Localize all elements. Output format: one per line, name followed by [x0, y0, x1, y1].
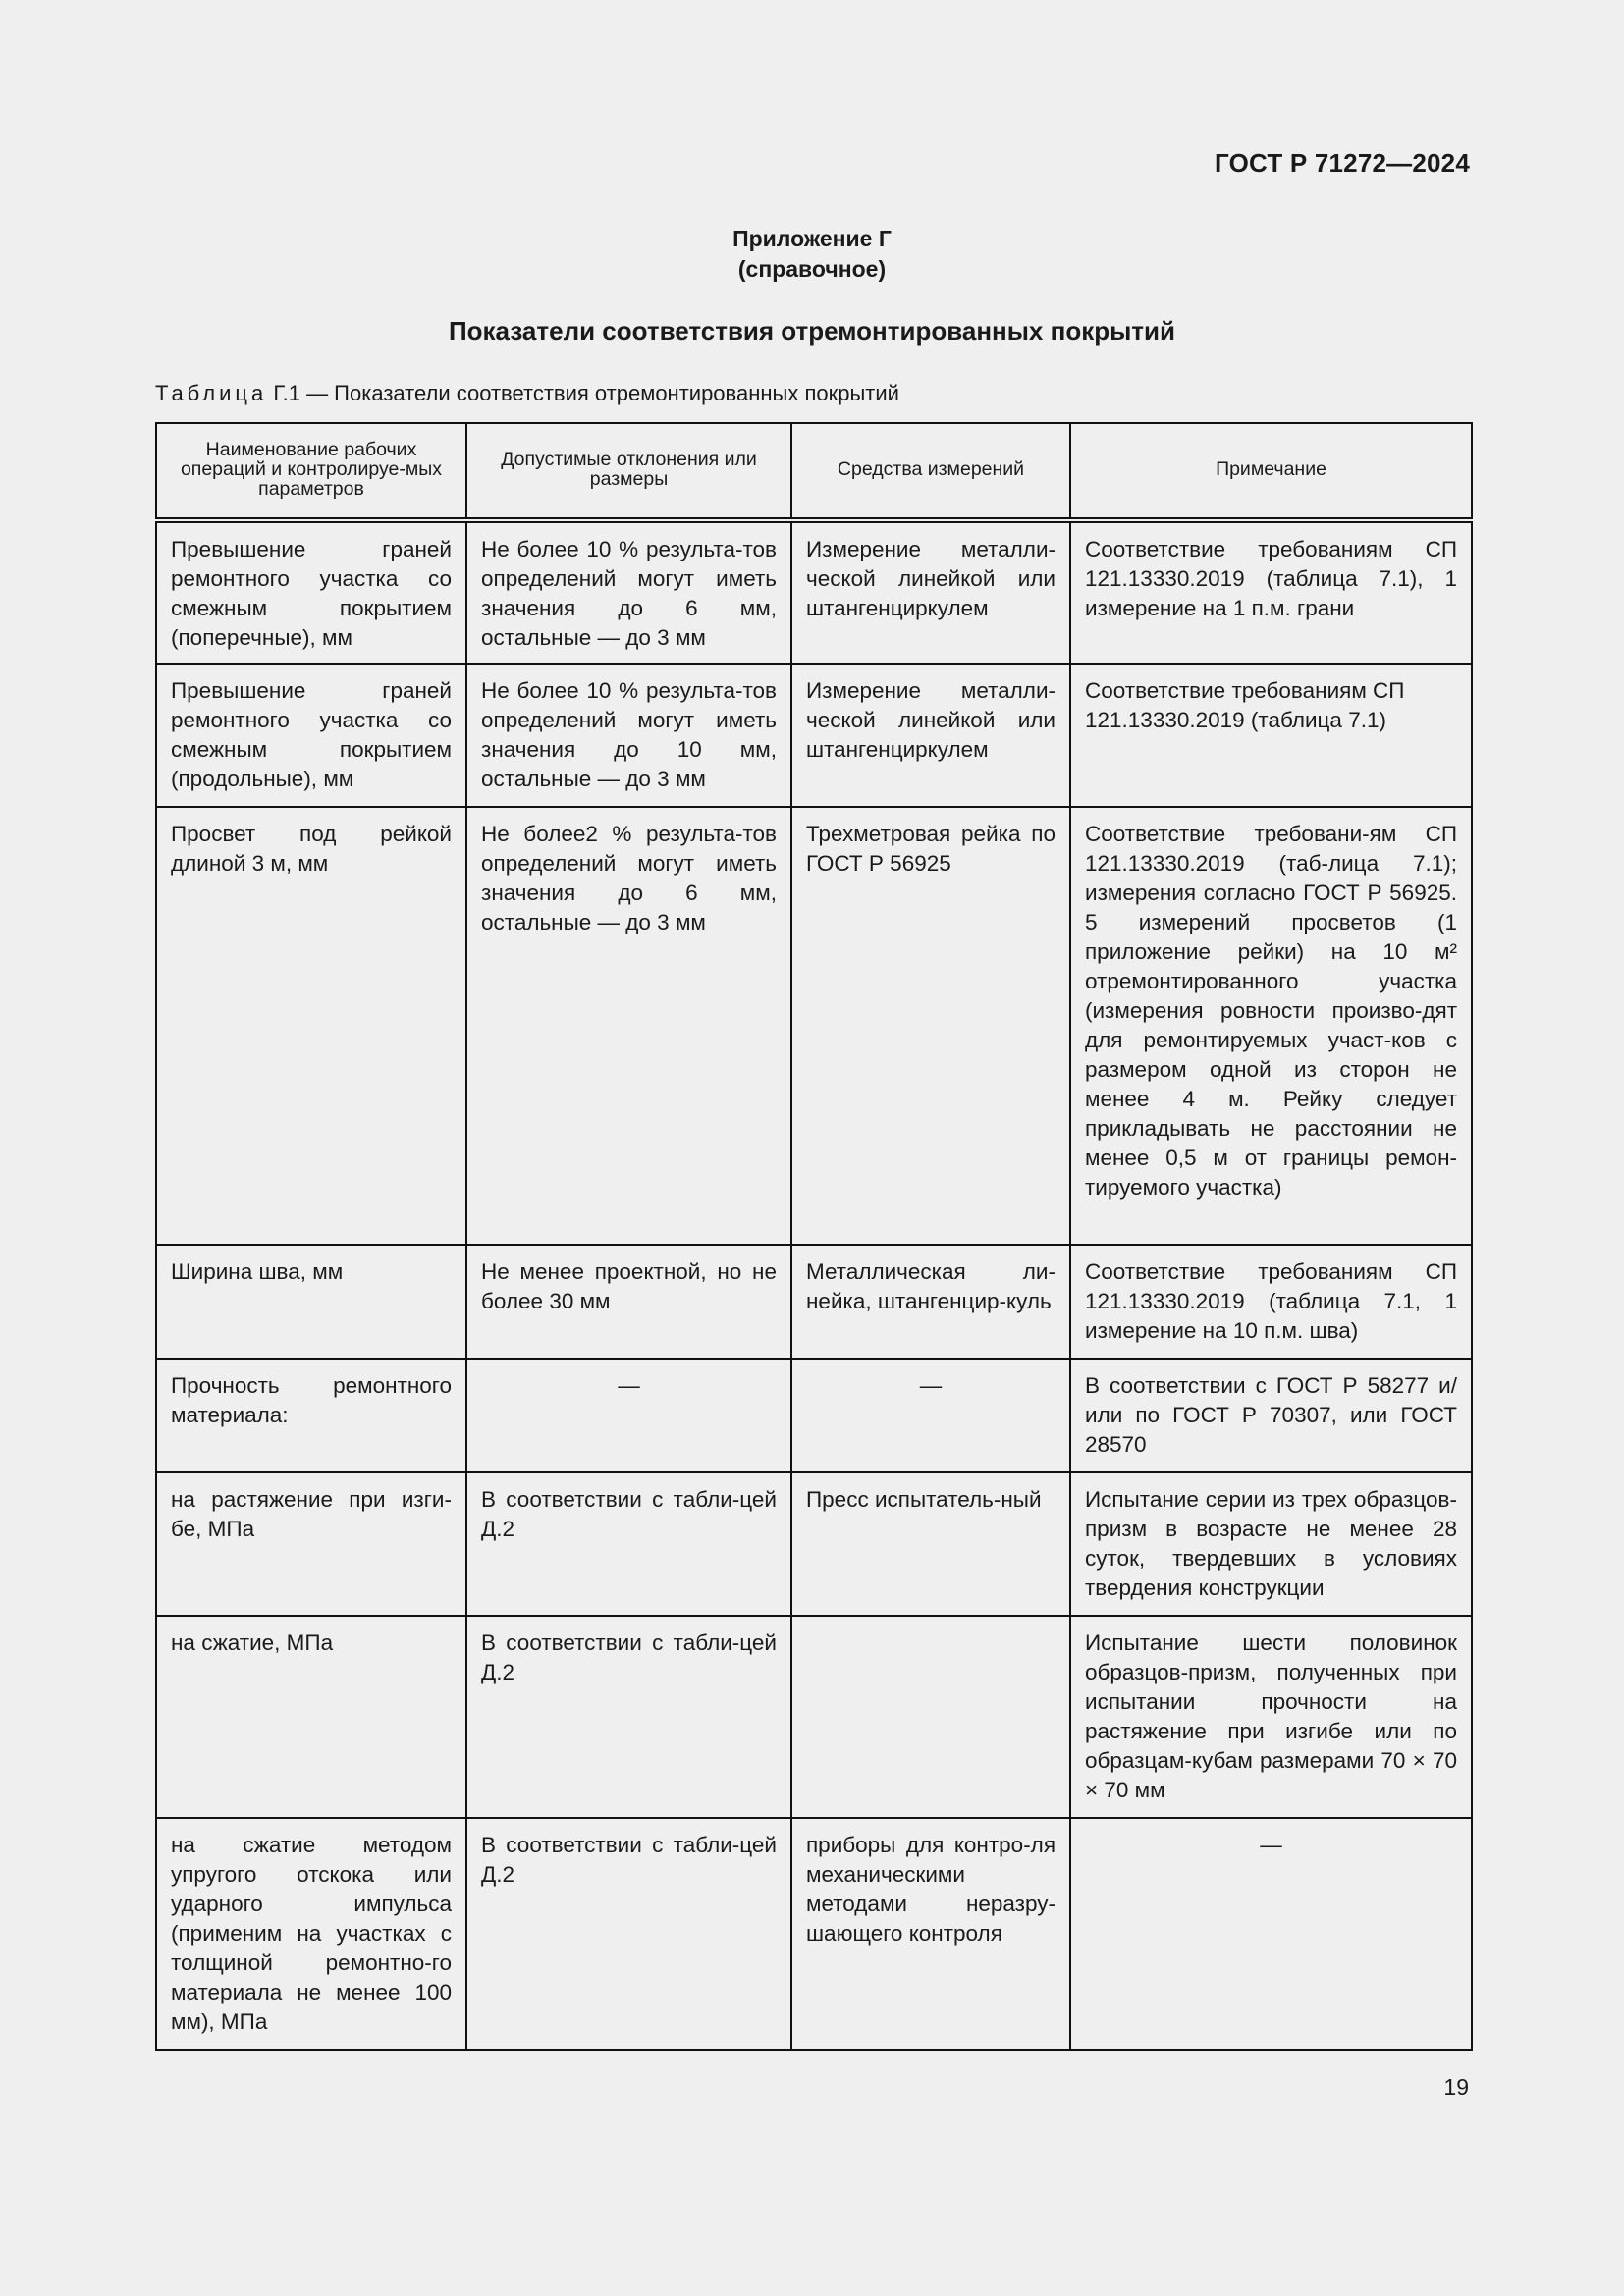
cell-tolerance: Не более 10 % результа-тов определений могут иметь значения до 10 мм, остальные — до 3 мм: [466, 664, 791, 807]
cell-tools: Измерение металли-ческой линейкой или штангенциркулем: [791, 520, 1070, 664]
header-operation: Наименование рабочих операций и контролируе-мых параметров: [156, 423, 466, 520]
table-caption-text: Г.1 — Показатели соответствия отремонтированных покрытий: [267, 381, 899, 405]
indicators-table: [155, 422, 1473, 2051]
cell-tools: —: [791, 1359, 1070, 1472]
cell-tolerance: —: [466, 1359, 791, 1472]
cell-operation: Прочность ремонтного материала:: [156, 1359, 466, 1472]
cell-tools: Измерение металли-ческой линейкой или штангенциркулем: [791, 664, 1070, 807]
page-number: 19: [1443, 2074, 1469, 2100]
table-row: [156, 807, 1472, 1245]
cell-note: Соответствие требованиям СП 121.13330.2019 (таблица 7.1): [1070, 664, 1472, 807]
cell-note: Соответствие требовани-ям СП 121.13330.2019 (таб-лица 7.1); измерения согласно ГОСТ Р 56925. 5 измерений просветов (1 приложение рейки) на 10 м² отремонтированного участка (измерения ровности произво-дят для ремонтируемых участ-ков с размером одной из сторон не менее 4 м. Рейку следует прикладывать не расстоянии не менее 0,5 м от границы ремон-тируемого участка): [1070, 807, 1472, 1245]
table-row: [156, 1818, 1472, 2050]
appendix-title: Приложение Г: [732, 226, 892, 251]
header-measurement-tools: Средства измерений: [791, 423, 1070, 520]
table-row: [156, 1472, 1472, 1616]
cell-operation: на растяжение при изги-бе, МПа: [156, 1472, 466, 1616]
cell-tools: приборы для контро-ля механическими методами неразру-шающего контроля: [791, 1818, 1070, 2050]
cell-operation: Превышение граней ремонтного участка со смежным покрытием (поперечные), мм: [156, 520, 466, 664]
table-caption: [155, 381, 899, 406]
cell-operation: Ширина шва, мм: [156, 1245, 466, 1359]
table-row: [156, 664, 1472, 807]
cell-tolerance: В соответствии с табли-цей Д.2: [466, 1818, 791, 2050]
table-row: [156, 1616, 1472, 1818]
header-note: Примечание: [1070, 423, 1472, 520]
appendix-status: (справочное): [737, 256, 887, 282]
cell-tolerance: В соответствии с табли-цей Д.2: [466, 1472, 791, 1616]
table-row: [156, 520, 1472, 664]
cell-tools: Трехметровая рейка по ГОСТ Р 56925: [791, 807, 1070, 1245]
cell-note: Соответствие требованиям СП 121.13330.2019 (таблица 7.1), 1 измерение на 1 п.м. грани: [1070, 520, 1472, 664]
cell-tolerance: Не менее проектной, но не более 30 мм: [466, 1245, 791, 1359]
cell-note: Соответствие требованиям СП 121.13330.2019 (таблица 7.1, 1 измерение на 10 п.м. шва): [1070, 1245, 1472, 1359]
table-caption-prefix: Таблица: [155, 381, 268, 405]
cell-note: Испытание серии из трех образцов-призм в возрасте не менее 28 суток, твердевших в условиях твердения конструкции: [1070, 1472, 1472, 1616]
table-header-row: [156, 423, 1472, 520]
cell-tolerance: Не более2 % результа-тов определений могут иметь значения до 6 мм, остальные — до 3 мм: [466, 807, 791, 1245]
cell-operation: на сжатие методом упругого отскока или ударного импульса (применим на участках с толщиной ремонтно-го материала не менее 100 мм), МПа: [156, 1818, 466, 2050]
cell-note: В соответствии с ГОСТ Р 58277 и/или по ГОСТ Р 70307, или ГОСТ 28570: [1070, 1359, 1472, 1472]
cell-note: Испытание шести половинок образцов-призм, полученных при испытании прочности на растяжение при изгибе или по образцам-кубам размерами 70 × 70 × 70 мм: [1070, 1616, 1472, 1818]
cell-tolerance: Не более 10 % результа-тов определений могут иметь значения до 6 мм, остальные — до 3 мм: [466, 520, 791, 664]
table-row: [156, 1245, 1472, 1359]
cell-tools: Пресс испытатель-ный: [791, 1472, 1070, 1616]
cell-tolerance: В соответствии с табли-цей Д.2: [466, 1616, 791, 1818]
cell-operation: Просвет под рейкой длиной 3 м, мм: [156, 807, 466, 1245]
cell-note: —: [1070, 1818, 1472, 2050]
header-tolerance: Допустимые отклонения или размеры: [466, 423, 791, 520]
appendix-heading: [0, 224, 1624, 285]
section-title: Показатели соответствия отремонтированных покрытий: [448, 316, 1176, 346]
cell-tools: [791, 1616, 1070, 1818]
cell-tools: Металлическая ли-нейка, штангенцир-куль: [791, 1245, 1070, 1359]
cell-operation: на сжатие, МПа: [156, 1616, 466, 1818]
document-code: ГОСТ Р 71272—2024: [1215, 148, 1470, 178]
cell-operation: Превышение граней ремонтного участка со смежным покрытием (продольные), мм: [156, 664, 466, 807]
table-row: [156, 1359, 1472, 1472]
